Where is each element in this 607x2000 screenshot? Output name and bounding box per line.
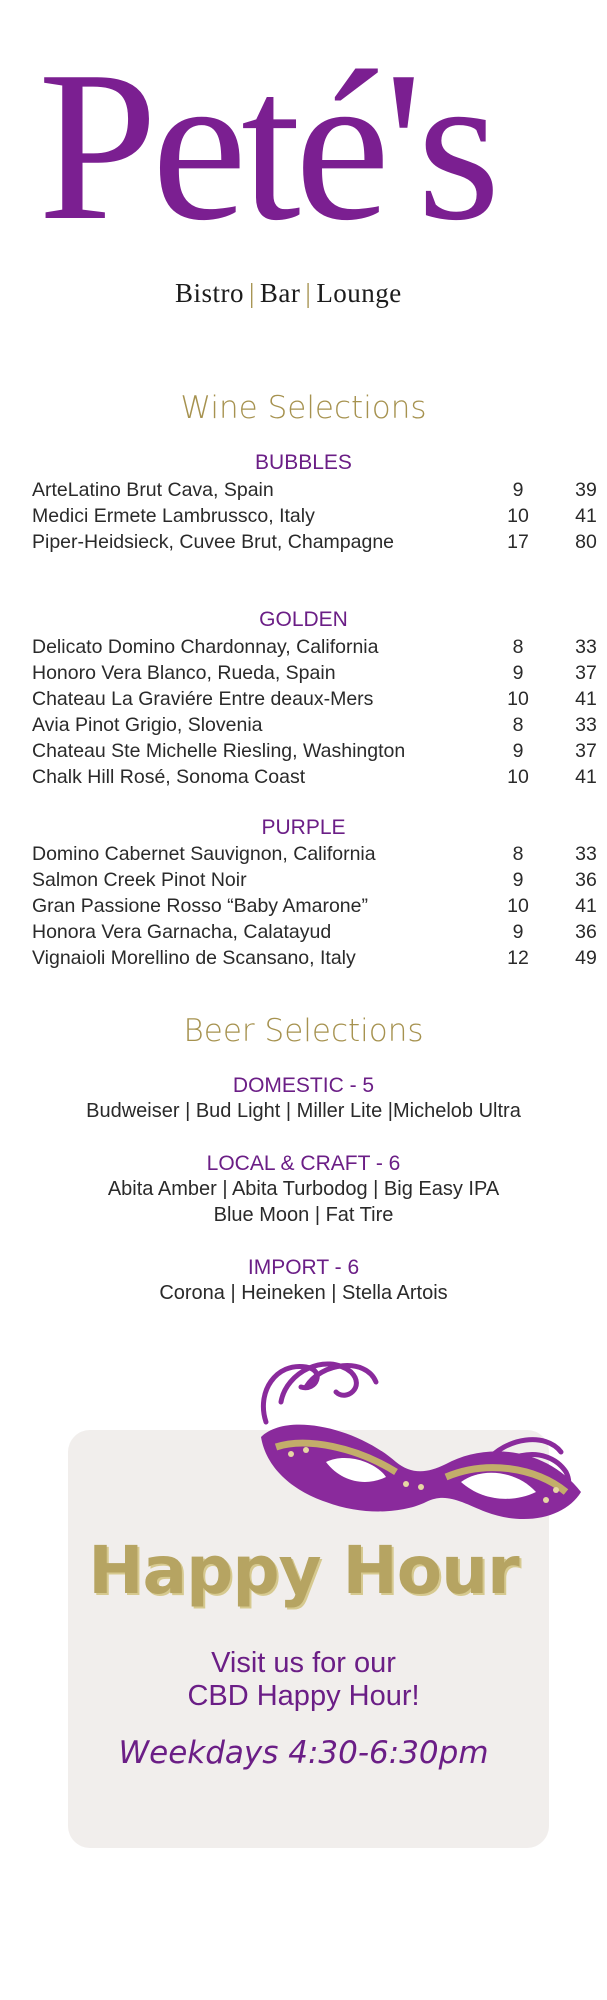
wine-bottle-price: 80 [575, 531, 597, 553]
wine-row [32, 869, 597, 895]
wine-name: Avia Pinot Grigio, Slovenia [32, 714, 263, 736]
tagline-separator: | [249, 278, 255, 308]
wine-glass-price: 10 [507, 766, 529, 788]
happy-hour-line-1: Visit us for our [211, 1647, 396, 1679]
wine-glass-price: 17 [507, 531, 529, 553]
wine-name: Delicato Domino Chardonnay, California [32, 636, 379, 658]
wine-name: Chateau Ste Michelle Riesling, Washington [32, 740, 406, 762]
wine-name: Chalk Hill Rosé, Sonoma Coast [32, 766, 306, 788]
category-purple: PURPLE [261, 816, 346, 839]
wine-glass-price: 10 [507, 688, 529, 710]
category-local-craft: LOCAL & CRAFT - 6 [206, 1152, 401, 1175]
wine-name: Honoro Vera Blanco, Rueda, Spain [32, 662, 336, 684]
wine-glass-price: 10 [507, 505, 529, 527]
wine-glass-price: 10 [507, 895, 529, 917]
wine-row [32, 636, 597, 662]
wine-bottle-price: 33 [575, 843, 597, 865]
wine-glass-price: 9 [512, 740, 524, 762]
wine-bottle-price: 36 [575, 869, 597, 891]
category-import: IMPORT - 6 [247, 1256, 360, 1279]
wine-bottle-price: 41 [575, 688, 597, 710]
import-beers: Corona | Heineken | Stella Artois [159, 1282, 448, 1304]
masquerade-mask-icon [246, 1342, 591, 1542]
tagline-bistro: Bistro [175, 278, 245, 308]
wine-row [32, 479, 597, 505]
wine-row [32, 947, 597, 973]
wine-row [32, 531, 597, 557]
wine-bottle-price: 41 [575, 895, 597, 917]
category-golden: GOLDEN [259, 608, 348, 631]
wine-bottle-price: 39 [575, 479, 597, 501]
wine-row [32, 662, 597, 688]
wine-row [32, 843, 597, 869]
wine-row [32, 921, 597, 947]
wine-name: Vignaioli Morellino de Scansano, Italy [32, 947, 356, 969]
wine-glass-price: 8 [512, 843, 524, 865]
logo-wordmark: Peté's [38, 26, 495, 265]
wine-bottle-price: 41 [575, 505, 597, 527]
wine-bottle-price: 37 [575, 662, 597, 684]
logo-tagline [175, 278, 402, 309]
wine-glass-price: 8 [512, 714, 524, 736]
logo [0, 0, 607, 330]
wine-glass-price: 9 [512, 479, 524, 501]
wine-glass-price: 9 [512, 921, 524, 943]
wine-name: Gran Passione Rosso “Baby Amarone” [32, 895, 368, 917]
wine-list-purple [32, 843, 597, 973]
wine-section-title: Wine Selections [180, 390, 427, 426]
wine-name: Chateau La Graviére Entre deaux-Mers [32, 688, 374, 710]
wine-row [32, 505, 597, 531]
wine-glass-price: 9 [512, 869, 524, 891]
wine-glass-price: 8 [512, 636, 524, 658]
category-bubbles: BUBBLES [255, 451, 352, 474]
category-domestic: DOMESTIC - 5 [232, 1074, 375, 1097]
craft-beers-line-2: Blue Moon | Fat Tire [213, 1204, 394, 1226]
wine-row [32, 714, 597, 740]
wine-bottle-price: 33 [575, 636, 597, 658]
happy-hour-time: Weekdays 4:30-6:30pm [118, 1735, 489, 1771]
tagline-separator: | [305, 278, 312, 308]
happy-hour-title: Happy Hour [88, 1532, 519, 1609]
wine-name: Piper-Heidsieck, Cuvee Brut, Champagne [32, 531, 395, 553]
wine-row [32, 895, 597, 921]
wine-name: Medici Ermete Lambrussco, Italy [32, 505, 315, 527]
wine-name: ArteLatino Brut Cava, Spain [32, 479, 274, 501]
craft-beers-line-1: Abita Amber | Abita Turbodog | Big Easy IPA [107, 1178, 500, 1200]
wine-bottle-price: 37 [575, 740, 597, 762]
happy-hour-line-2: CBD Happy Hour! [187, 1680, 420, 1712]
wine-glass-price: 12 [507, 947, 529, 969]
wine-bottle-price: 41 [575, 766, 597, 788]
wine-list-golden [32, 636, 597, 792]
wine-row [32, 766, 597, 792]
wine-bottle-price: 33 [575, 714, 597, 736]
wine-bottle-price: 36 [575, 921, 597, 943]
wine-bottle-price: 49 [575, 947, 597, 969]
domestic-beers: Budweiser | Bud Light | Miller Lite |Michelob Ultra [86, 1100, 521, 1122]
tagline-lounge: Lounge [316, 278, 402, 308]
beer-section-title: Beer Selections [183, 1013, 424, 1049]
wine-row [32, 740, 597, 766]
wine-name: Domino Cabernet Sauvignon, California [32, 843, 376, 865]
wine-list-bubbles [32, 479, 597, 557]
wine-name: Salmon Creek Pinot Noir [32, 869, 247, 891]
wine-glass-price: 9 [512, 662, 524, 684]
wine-name: Honora Vera Garnacha, Calatayud [32, 921, 332, 943]
wine-row [32, 688, 597, 714]
tagline-bar: Bar [259, 278, 301, 308]
